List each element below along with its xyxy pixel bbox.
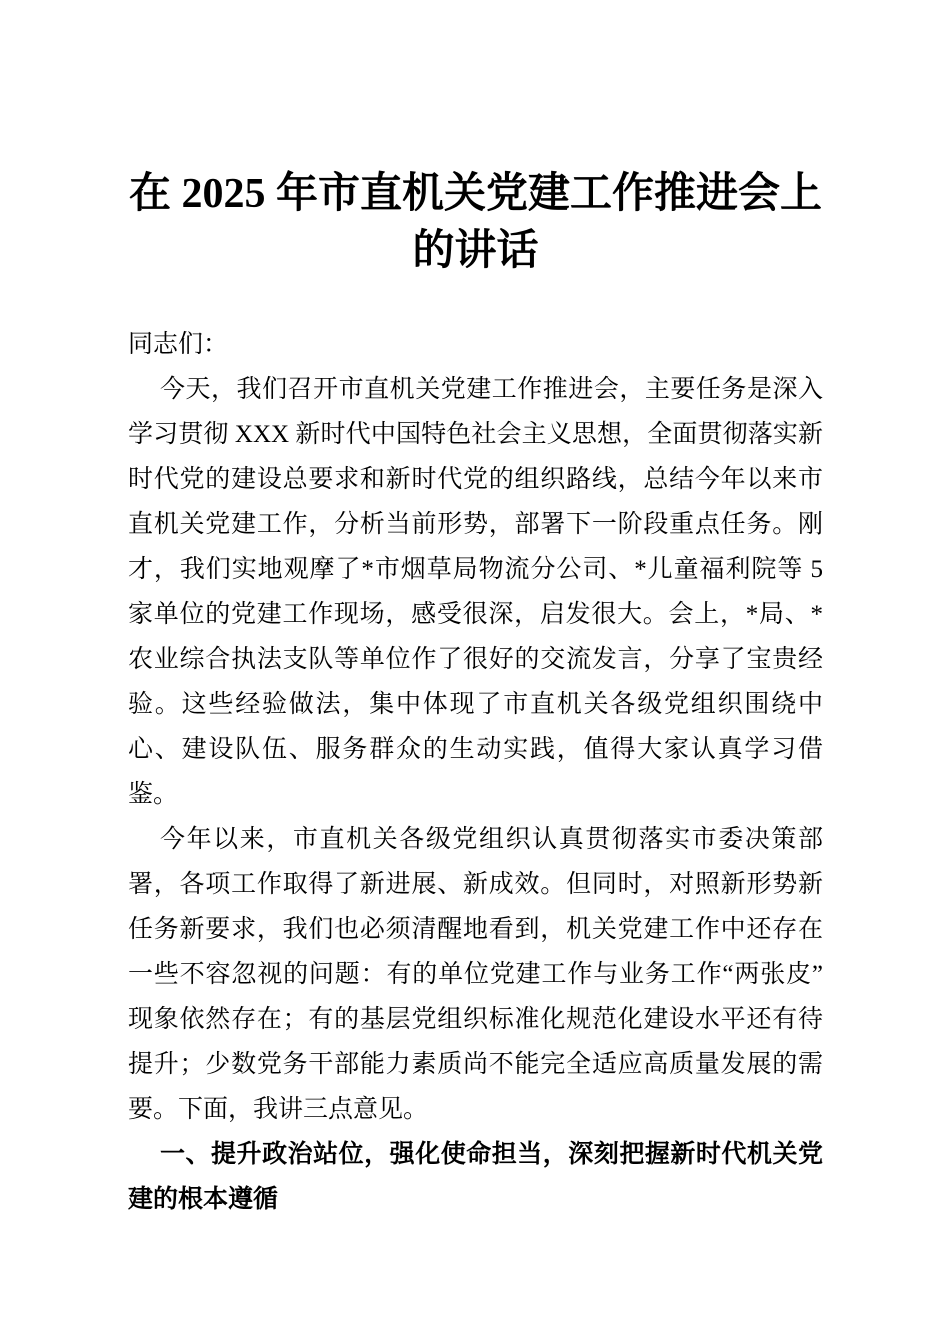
document-body bbox=[128, 322, 823, 1222]
document-title-line-1: 在 2025 年市直机关党建工作推进会上 bbox=[128, 171, 822, 217]
document-title-line-2: 的讲话 bbox=[412, 228, 539, 274]
salutation: 同志们： bbox=[128, 331, 229, 358]
paragraph-opening: 今天，我们召开市直机关党建工作推进会，主要任务是深入学习贯彻 XXX 新时代中国特色社会主义思想，全面贯彻落实新时代党的建设总要求和新时代党的组织路线，总结今年以来市直机关党建工作，分析当前形势，部署下一阶段重点任务。刚才，我们实地观摩了*市烟草局物流分公司、*儿童福利院等 5 家单位的党建工作现场，感受很深，启发很大。会上，*局、*农业综合执法支队等单位作了很好的交流发言，分享了宝贵经验。这些经验做法，集中体现了市直机关各级党组织围绕中心、建设队伍、服务群众的生动实践，值得大家认真学习借鉴。 bbox=[128, 376, 823, 808]
document-title bbox=[128, 166, 823, 280]
section-heading-1: 一、提升政治站位，强化使命担当，深刻把握新时代机关党建的根本遵循 bbox=[128, 1140, 823, 1213]
paragraph-situation-problems: 今年以来，市直机关各级党组织认真贯彻落实市委决策部署，各项工作取得了新进展、新成效。但同时，对照新形势新任务新要求，我们也必须清醒地看到，机关党建工作中还存在一些不容忽视的问题：有的单位党建工作与业务工作“两张皮”现象依然存在；有的基层党组织标准化规范化建设水平还有待提升；少数党务干部能力素质尚不能完全适应高质量发展的需要。下面，我讲三点意见。 bbox=[128, 826, 823, 1123]
